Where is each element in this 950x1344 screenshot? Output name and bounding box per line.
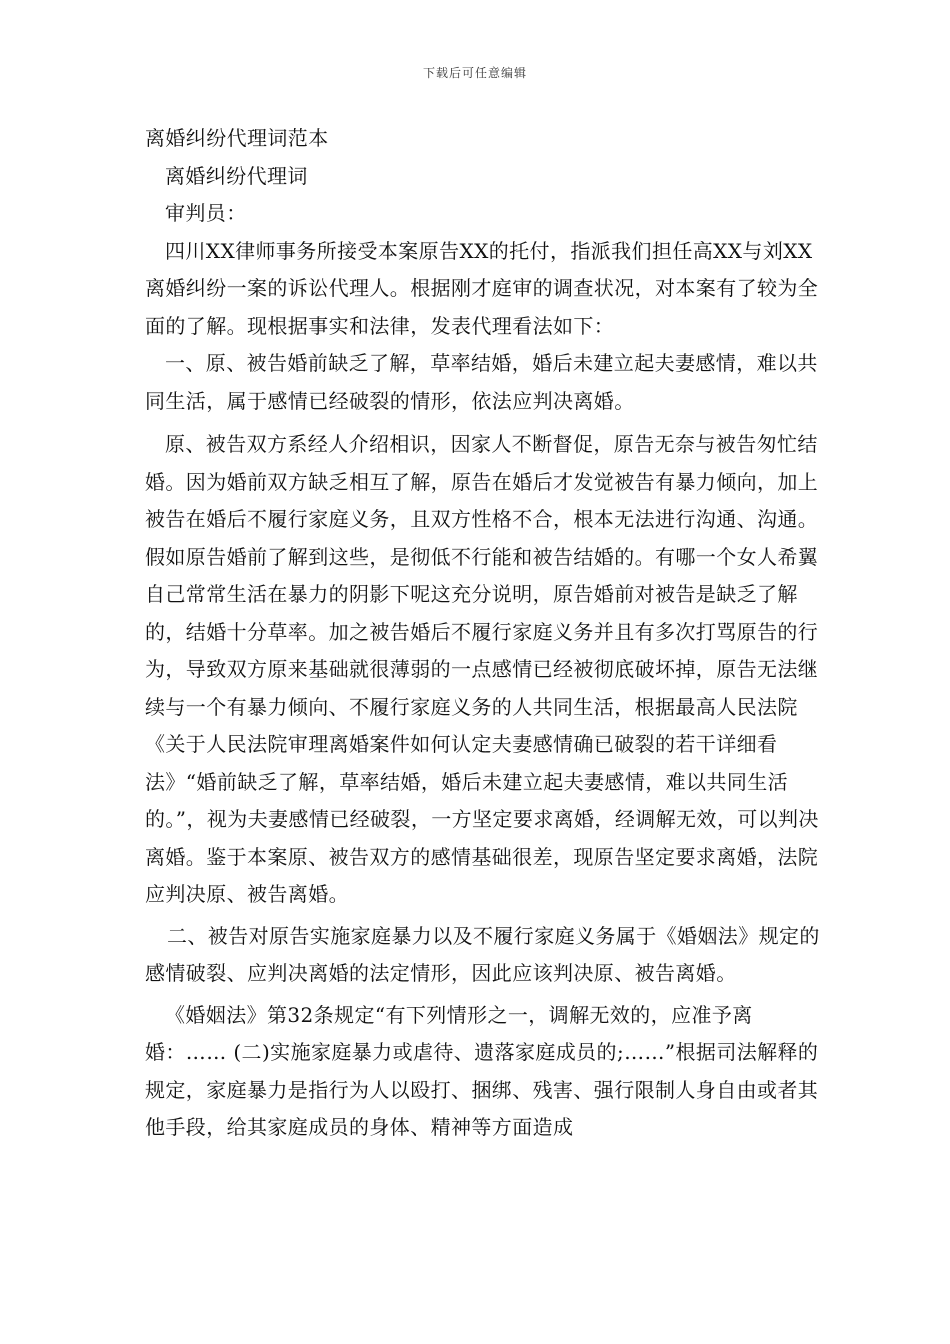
document-body bbox=[145, 120, 825, 1147]
document-subtitle: 离婚纠纷代理词 bbox=[165, 163, 308, 188]
salutation: 审判员： bbox=[165, 201, 247, 225]
paragraph-intro: 四川XX律师事务所接受本案原告XX的托付，指派我们担任高XX与刘XX离婚纠纷一案的诉讼代理人。根据刚才庭审的调查状况，对本案有了较为全面的了解。现根据事实和法律，发表代理看法如下： bbox=[145, 238, 819, 338]
paragraph-point-one: 一、原、被告婚前缺乏了解，草率结婚，婚后未建立起夫妻感情，难以共同生活，属于感情已经破裂的情形，依法应判决离婚。 bbox=[145, 351, 818, 413]
document-title: 离婚纠纷代理词范本 bbox=[145, 126, 329, 150]
paragraph-point-two-detail: 《婚姻法》第32条规定“有下列情形之一，调解无效的，应准予离婚：…… (二)实施家庭暴力或虐待、遗落家庭成员的;……”根据司法解释的规定，家庭暴力是指行为人以殴打、捆绑、残害、强行限制人身自由或者其他手段，给其家庭成员的身体、精神等方面造成 bbox=[145, 1002, 819, 1139]
paragraph-point-two: 二、被告对原告实施家庭暴力以及不履行家庭义务属于《婚姻法》规定的感情破裂、应判决离婚的法定情形，因此应该判决原、被告离婚。 bbox=[145, 923, 820, 985]
page-header-note: 下载后可任意编辑 bbox=[422, 66, 527, 80]
paragraph-point-one-detail: 原、被告双方系经人介绍相识，因家人不断督促，原告无奈与被告匆忙结婚。因为婚前双方缺乏相互了解，原告在婚后才发觉被告有暴力倾向，加上被告在婚后不履行家庭义务，且双方性格不合，根本无法进行沟通、沟通。假如原告婚前了解到这些，是彻低不行能和被告结婚的。有哪一个女人希翼自己常常生活在暴力的阴影下呢这充分说明，原告婚前对被告是缺乏了解的，结婚十分草率。加之被告婚后不履行家庭义务并且有多次打骂原告的行为，导致双方原来基础就很薄弱的一点感情已经被彻底破坏掉，原告无法继续与一个有暴力倾向、不履行家庭义务的人共同生活，根据最高人民法院《关于人民法院审理离婚案件如何认定夫妻感情确已破裂的若干详细看法》“婚前缺乏了解，草率结婚，婚后未建立起夫妻感情，难以共同生活的。”，视为夫妻感情已经破裂，一方坚定要求离婚，经调解无效，可以判决离婚。鉴于本案原、被告双方的感情基础很差，现原告坚定要求离婚，法院应判决原、被告离婚。 bbox=[145, 432, 819, 906]
